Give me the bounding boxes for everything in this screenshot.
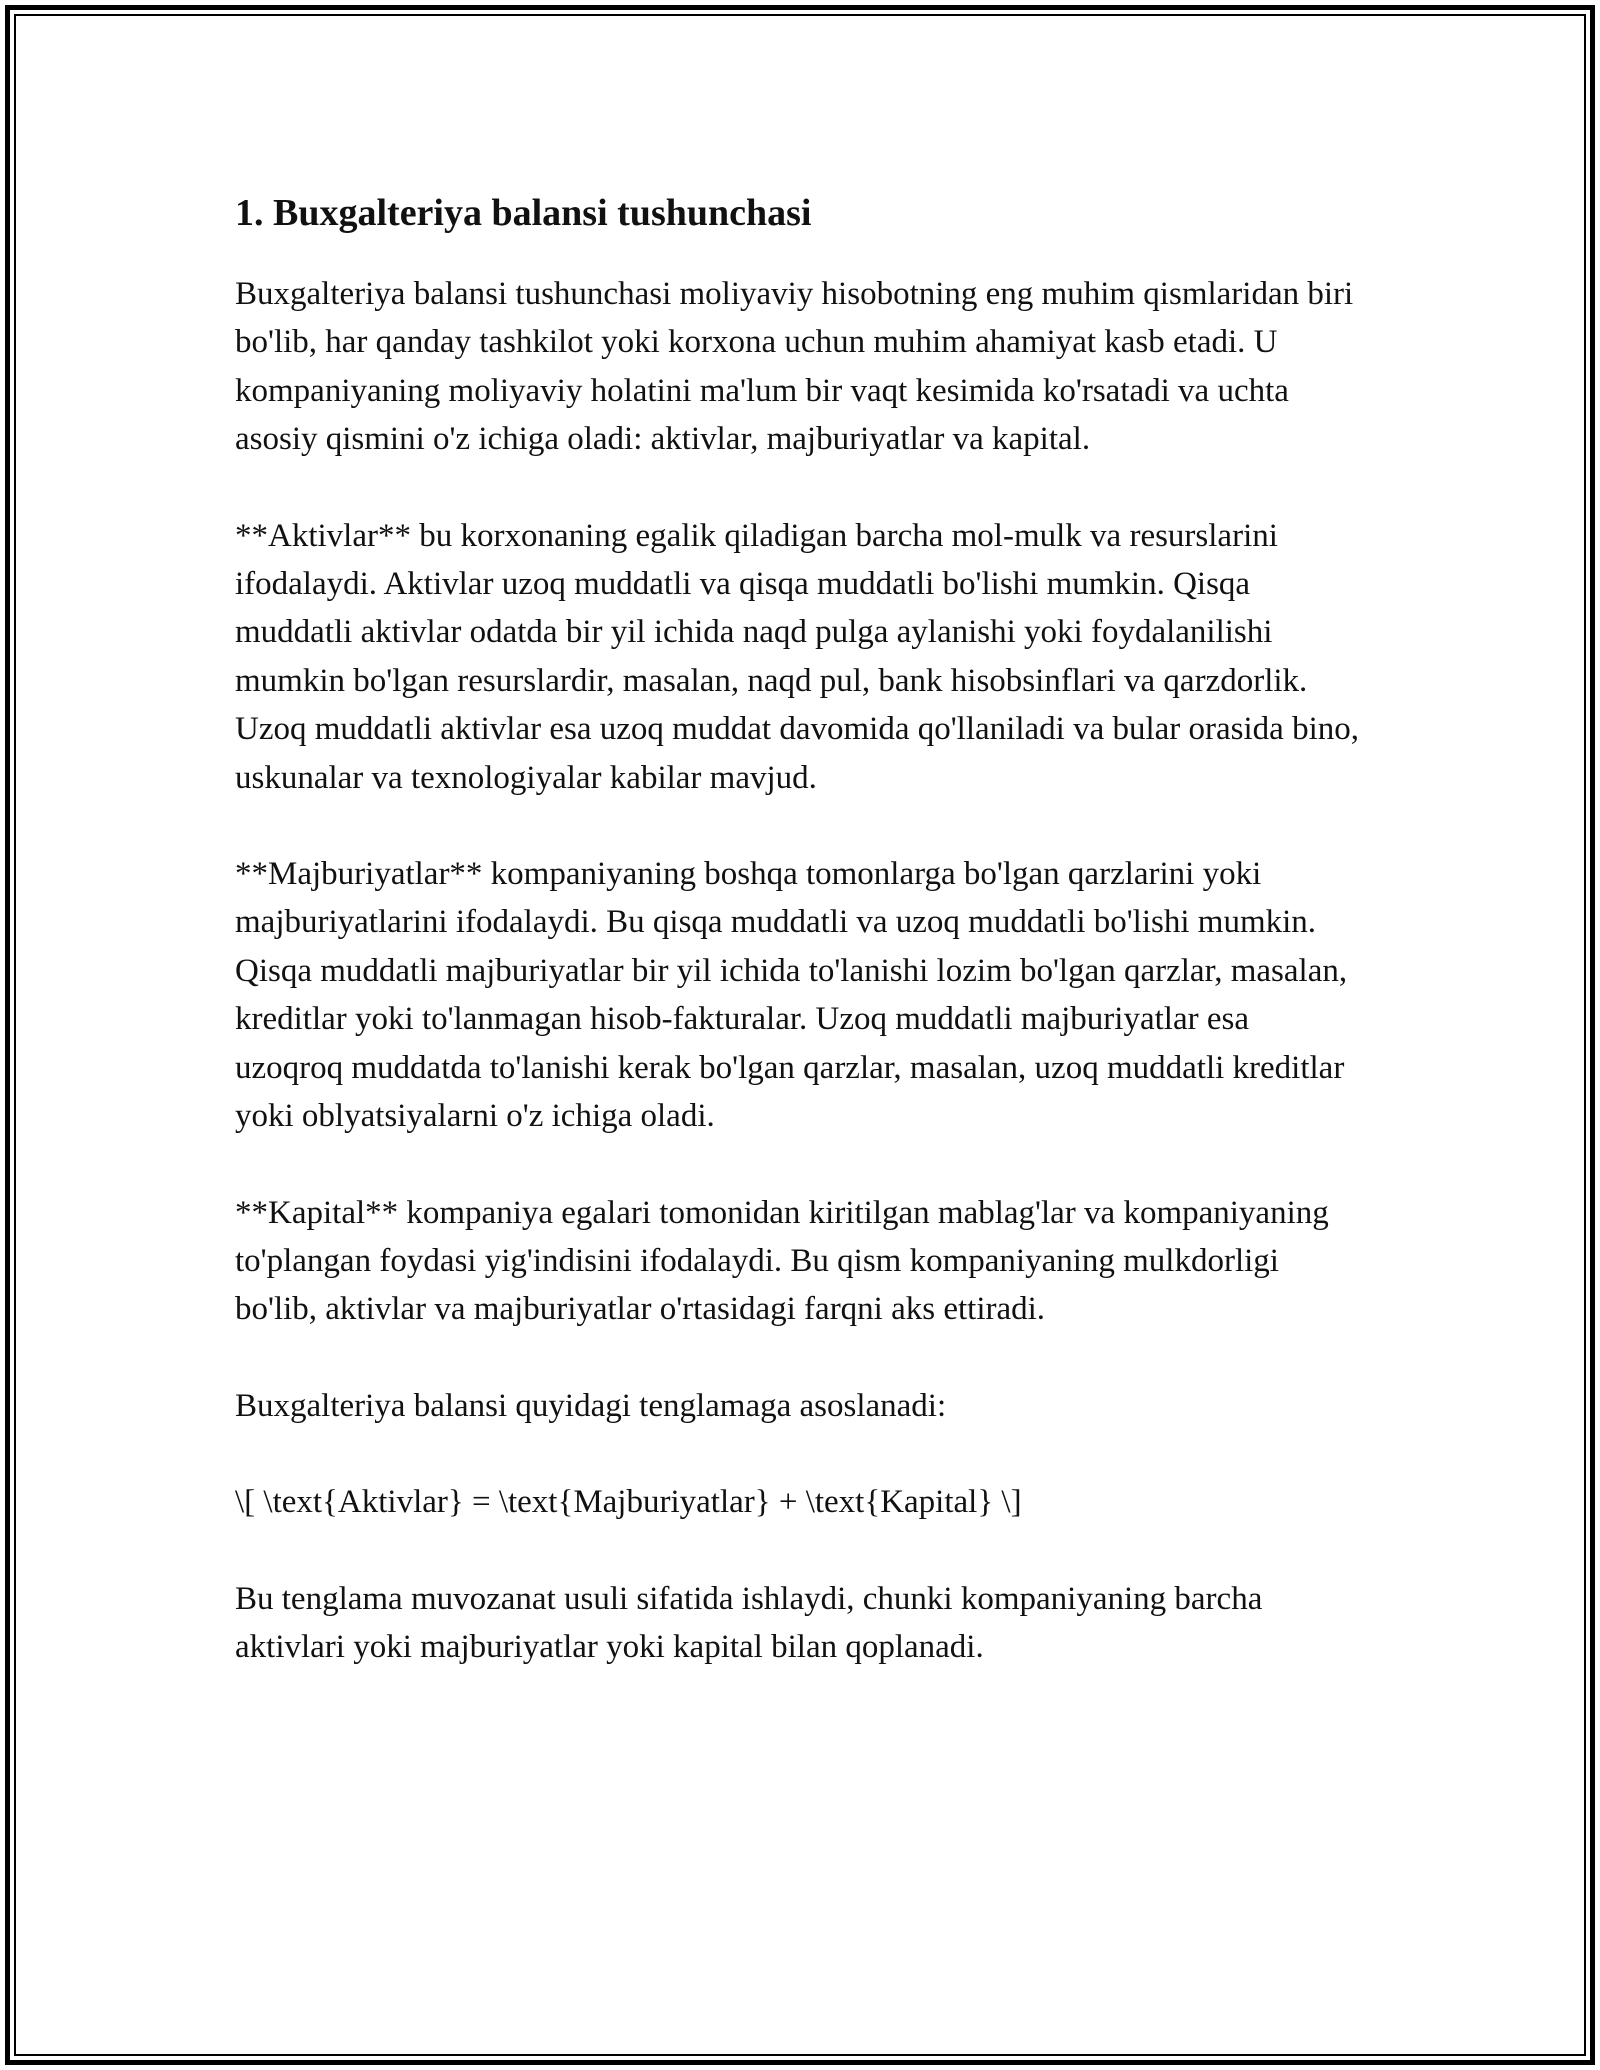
paragraph-equation: \[ \text{Aktivlar} = \text{Majburiyatlar} + \text{Kapital} \] (235, 1484, 1022, 1521)
paragraph-equation-intro: Buxgalteriya balansi quyidagi tenglamaga asoslanadi: (235, 1387, 947, 1424)
section-heading: 1. Buxgalteriya balansi tushunchasi (235, 192, 812, 234)
paragraph-assets: **Aktivlar** bu korxonaning egalik qiladigan barcha mol-mulk va resurslarini ifodalaydi. Aktivlar uzoq muddatli va qisqa muddatli bo'lishi mumkin. Qisqa muddatli aktivlar odatda bir yil ichida naqd pulga aylanishi yoki foydalanilishi mumkin bo'lgan resurslardir, masalan, naqd pul, bank hisobsinflari va qarzdorlik. Uzoq muddatli aktivlar esa uzoq muddat davomida qo'llaniladi va bular orasida bino, uskunalar va texnologiyalar kabilar mavjud. (235, 517, 1359, 796)
paragraph-intro: Buxgalteriya balansi tushunchasi moliyaviy hisobotning eng muhim qismlaridan biri bo'lib, har qanday tashkilot yoki korxona uchun muhim ahamiyat kasb etadi. U kompaniyaning moliyaviy holatini ma'lum bir vaqt kesimida ko'rsatadi va uchta asosiy qismini o'z ichiga oladi: aktivlar, majburiyatlar va kapital. (235, 276, 1354, 458)
paragraph-conclusion: Bu tenglama muvozanat usuli sifatida ishlaydi, chunki kompaniyaning barcha aktivlari yoki majburiyatlar yoki kapital bilan qoplanadi. (235, 1580, 1263, 1665)
paragraph-capital: **Kapital** kompaniya egalari tomonidan kiritilgan mablag'lar va kompaniyaning to'plangan foydasi yig'indisini ifodalaydi. Bu qism kompaniyaning mulkdorligi bo'lib, aktivlar va majburiyatlar o'rtasidagi farqni aks ettiradi. (235, 1194, 1329, 1328)
paragraph-liabilities: **Majburiyatlar** kompaniyaning boshqa tomonlarga bo'lgan qarzlarini yoki majburiyatlarini ifodalaydi. Bu qisqa muddatli va uzoq muddatli bo'lishi mumkin. Qisqa muddatli majburiyatlar bir yil ichida to'lanishi lozim bo'lgan qarzlar, masalan, kreditlar yoki to'lanmagan hisob-fakturalar. Uzoq muddatli majburiyatlar esa uzoqroq muddatda to'lanishi kerak bo'lgan qarzlar, masalan, uzoq muddatli kreditlar yoki oblyatsiyalarni o'z ichiga oladi. (235, 856, 1348, 1135)
document-body (235, 188, 1365, 1719)
